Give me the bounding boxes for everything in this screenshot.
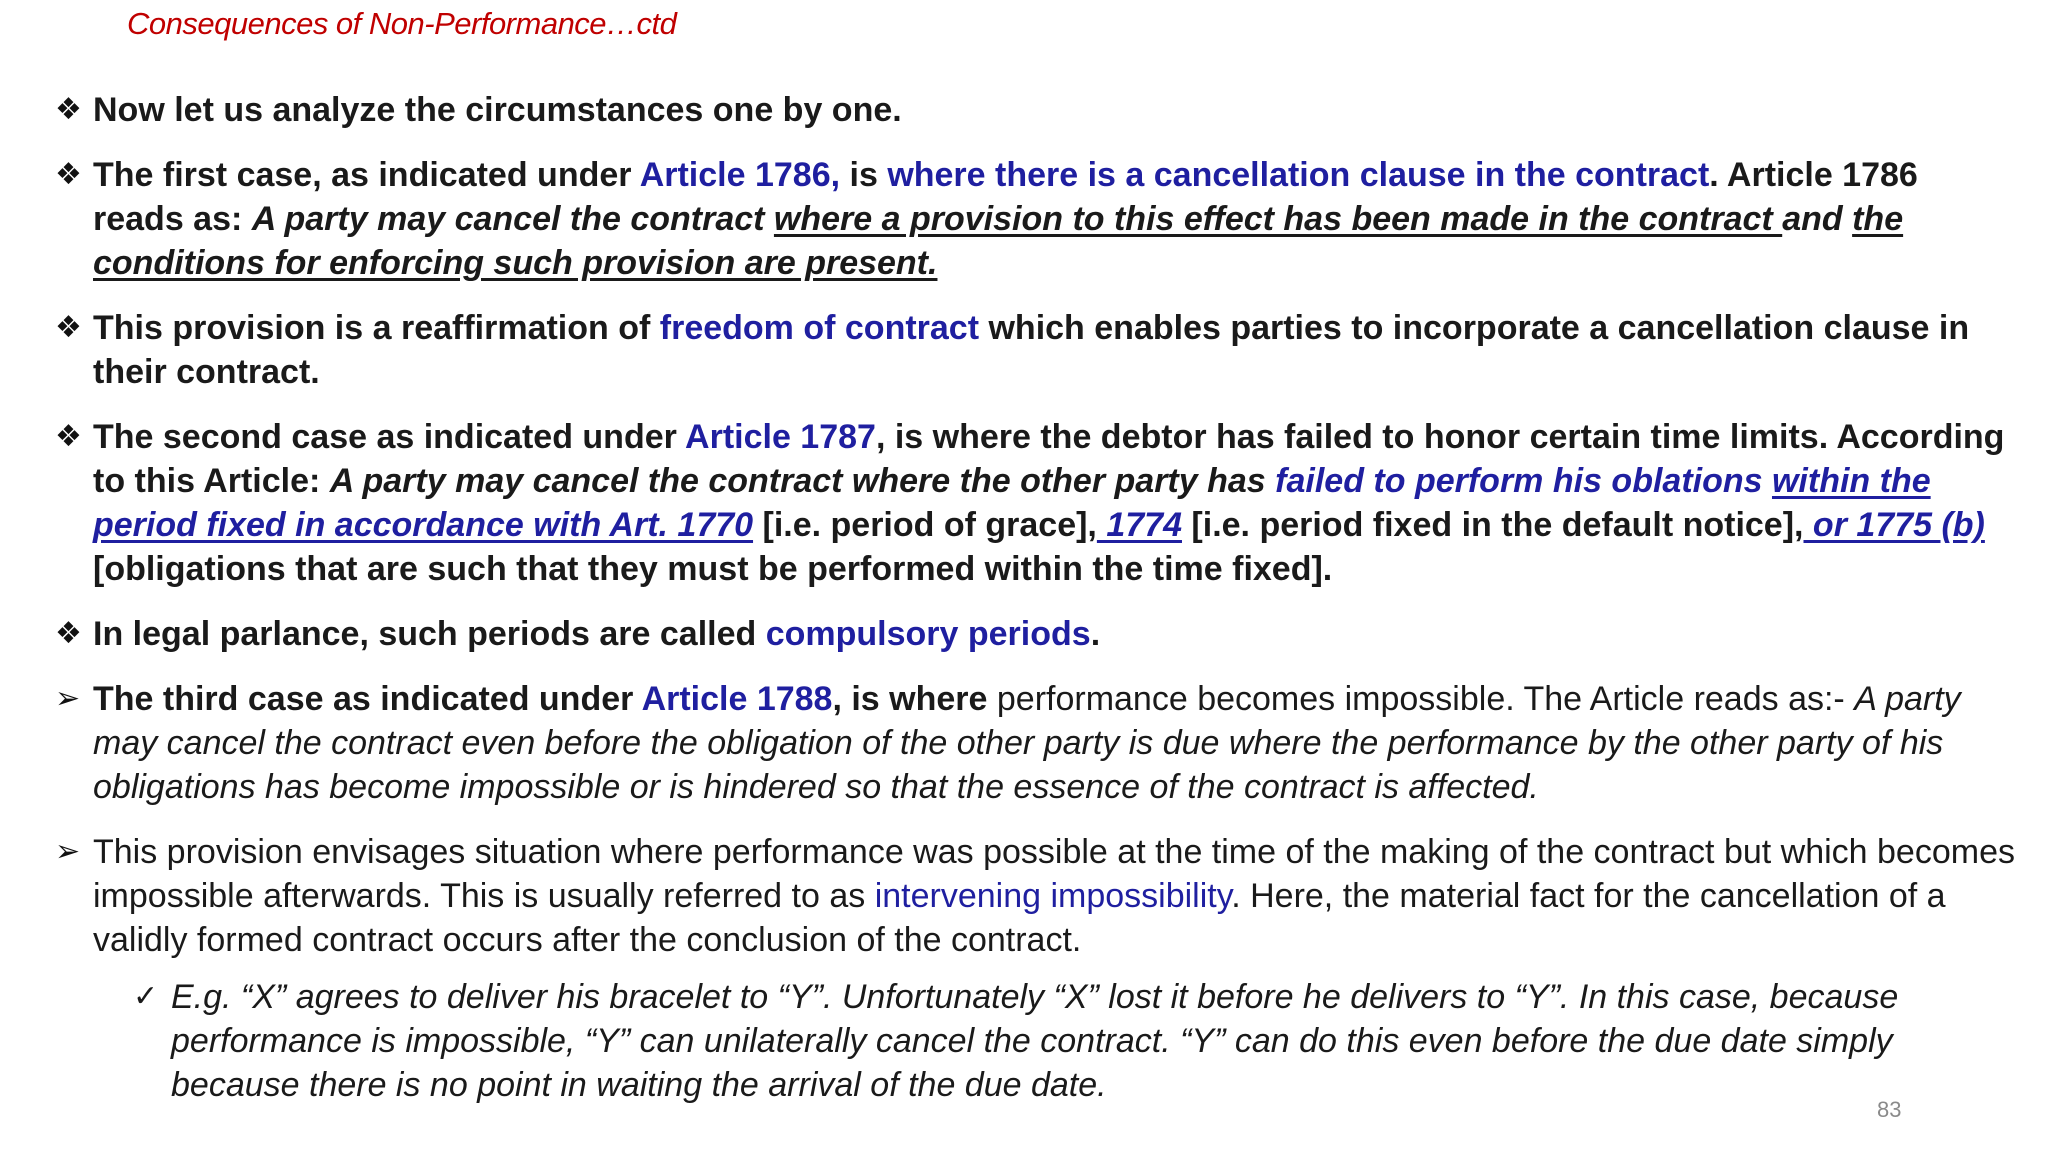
quote-underlined-text: the conditions for enforcing such provision are present. xyxy=(93,200,1904,282)
bullet-item-4 xyxy=(55,415,2015,591)
bullet-text: [i.e. period of grace], xyxy=(753,506,1097,544)
article-reference: 1774 xyxy=(1096,506,1182,544)
bullet-item-1 xyxy=(55,88,2015,132)
arrow-bullet-icon: ➢ xyxy=(55,682,81,715)
bullet-text: . Here, the material fact for the cancellation of a validly formed contract occurs after the conclusion of the contract. xyxy=(93,877,1946,959)
slide-title: Consequences of Non-Performance…ctd xyxy=(127,6,677,41)
page-number: 83 xyxy=(1877,1097,1902,1122)
bullet-text: . xyxy=(1090,615,1101,653)
quote-text: A party may cancel the contract where the other party has xyxy=(329,462,1276,500)
arrow-bullet-icon: ➢ xyxy=(55,835,81,868)
bullet-text: , is where the debtor has failed to honor certain time limits. According to this Article: xyxy=(93,418,2005,500)
quote-text: A party may cancel the contract xyxy=(251,200,774,238)
article-reference: Article 1786, xyxy=(639,156,841,194)
quote-text: and xyxy=(1782,200,1853,238)
bullet-item-6 xyxy=(55,677,2015,809)
bullet-text: This provision is a reaffirmation of xyxy=(93,309,660,347)
bullet-item-2 xyxy=(55,153,2015,285)
bullet-text: The third case as indicated under xyxy=(93,680,642,718)
bullet-text: The first case, as indicated under xyxy=(93,156,640,194)
bullet-text: This provision envisages situation where performance was possible at the time of the making of the contract but which becomes impossible afterwards. This is usually referred to as xyxy=(93,833,2015,915)
diamond-bullet-icon: ❖ xyxy=(55,311,82,344)
bullet-item-3 xyxy=(55,306,2015,394)
bullet-text: In legal parlance, such periods are called xyxy=(93,615,766,653)
highlight-text: intervening impossibility xyxy=(874,877,1232,915)
diamond-bullet-icon: ❖ xyxy=(55,420,82,453)
highlight-text: compulsory periods xyxy=(765,615,1091,653)
highlight-text: where there is a cancellation clause in the contract xyxy=(887,156,1710,194)
check-bullet-icon: ✓ xyxy=(133,980,159,1013)
bullet-item-7 xyxy=(55,830,2015,962)
bullet-text: , is where xyxy=(832,680,988,718)
slide-content xyxy=(55,88,2015,1107)
quote-underlined-text: within the period fixed in accordance with Art. 1770 xyxy=(93,462,1931,544)
article-reference: or 1775 (b) xyxy=(1803,506,1985,544)
example-text: E.g. “X” agrees to deliver his bracelet to “Y”. Unfortunately “X” lost it before he delivers to “Y”. In this case, because performance is impossible, “Y” can unilaterally cancel the contract. “Y” can do this even before the due date simply because there is no point in waiting the arrival of the due date. xyxy=(171,978,1899,1104)
bullet-text: which enables parties to incorporate a cancellation clause in their contract. xyxy=(93,309,1970,391)
quote-text: A party may cancel the contract even before the obligation of the other party is due where the performance by the other party of his obligations has become impossible or is hindered so that the essence of the contract is affected. xyxy=(93,680,1961,806)
quote-highlight-text: failed to perform his oblations xyxy=(1275,462,1772,500)
diamond-bullet-icon: ❖ xyxy=(55,617,82,650)
bullet-text: Now let us analyze the circumstances one by one. xyxy=(93,91,902,129)
bullet-text: [i.e. period fixed in the default notice], xyxy=(1181,506,1804,544)
bullet-text: is xyxy=(840,156,888,194)
article-reference: Article 1787 xyxy=(685,418,876,456)
example-item xyxy=(133,975,2015,1107)
diamond-bullet-icon: ❖ xyxy=(55,93,82,126)
bullet-text: . Article 1786 reads as: xyxy=(93,156,1918,238)
diamond-bullet-icon: ❖ xyxy=(55,158,82,191)
bullet-item-5 xyxy=(55,612,2015,656)
quote-underlined-text: where a provision to this effect has been made in the contract xyxy=(773,200,1783,238)
bullet-text: performance becomes impossible. The Article reads as:- xyxy=(987,680,1855,718)
article-reference: Article 1788 xyxy=(641,680,833,718)
highlight-text: freedom of contract xyxy=(659,309,980,347)
bullet-text: The second case as indicated under xyxy=(93,418,686,456)
bullet-text: [obligations that are such that they must be performed within the time fixed]. xyxy=(93,550,1333,588)
